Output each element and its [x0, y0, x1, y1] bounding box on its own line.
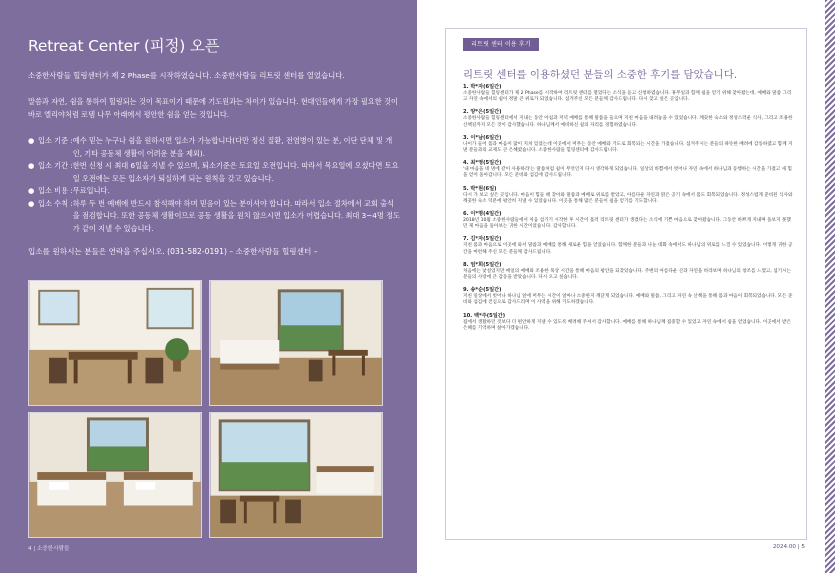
review-item	[463, 135, 795, 154]
rule-value: 하루 두 번 예배에 반드시 참석해야 하며 믿음이 있는 분이셔야 합니다. 따라서 입소 절차에서 교회 출석을 점검합니다. 또한 공동체 생활이므로 공동 생활을 원치 않으시면 입소가 어렵습니다. 최대 3~4명 정도가 같이 지낼 수 있습니다.	[72, 198, 400, 233]
bullet-icon: ●	[28, 136, 35, 145]
bullet-icon: ●	[28, 198, 35, 208]
contact-line: 입소를 원하시는 분들은 연락을 주십시오. (031-582-0191) – 소중한사람들 힐링센터 –	[28, 247, 318, 256]
review-item	[463, 236, 795, 255]
twin-beds-photo-icon	[29, 413, 201, 537]
review-body: '내 마음을 네 멍에 같이 사용하라'는 말씀처럼 쉼이 무엇인지 다시 생각하게 되었습니다. 일상의 바쁨에서 벗어나 자연 속에서 하나님과 동행하는 시간을 가졌고 새 힘을 얻어 돌아갑니다. 모든 준비와 섬김에 감사드립니다.	[463, 167, 792, 179]
rule-key: 입소 수칙 :	[38, 198, 73, 208]
section-badge: 리트릿 센터 이용 후기	[463, 38, 539, 51]
review-body: 다시 가 보고 싶은 곳입니다. 마음이 힘들 때 찾아와 말씀과 예배로 위로를 받았고, 아름다운 자연과 맑은 공기 속에서 몸도 회복되었습니다. 정성스럽게 준비된 식사와 깨끗한 숙소 덕분에 평안히 지낼 수 있었습니다. 이곳을 통해 많은 분들이 쉼을 얻기를 기도합니다.	[463, 192, 793, 204]
review-body: 소중한사람들 힐링센터가 제 2 Phase를 시작하여 리트릿 센터를 열었다는 소식을 듣고 신청하였습니다. 휴무일과 함께 쉼을 얻기 위해 찾아왔는데, 예배와 말씀 그리고 자연 속에서의 쉼이 정말 큰 위로가 되었습니다. 섬겨주신 모든 분들께 감사드립니다. 다시 찾고 싶은 곳입니다.	[463, 91, 792, 103]
review-author: 6. 이*명(4일간)	[463, 211, 502, 218]
photo-lounge	[28, 280, 202, 406]
review-item	[463, 186, 795, 205]
review-author: 5. 박*원(6일)	[463, 185, 497, 192]
reviews-title: 리트릿 센터를 이용하셨던 분들의 소중한 후기를 담았습니다.	[463, 69, 738, 81]
rule-period	[28, 160, 400, 185]
review-item	[463, 262, 795, 281]
review-author: 4. 최*영(5일간)	[463, 160, 502, 167]
review-item	[463, 211, 795, 230]
lead-text: 소중한사람들 힐링센터가 제 2 Phase를 시작하였습니다. 소중한사람들 리트릿 센터를 열었습니다.	[28, 71, 345, 80]
review-body: 2018년 10월 소중한사람들에서 처음 섬기기 시작한 후 시간이 흘러 리트릿 센터가 생겼다는 소식에 기쁜 마음으로 찾아왔습니다. 그동안 바쁘게 지내며 돌보지 못했던 제 마음을 돌아보는 귀한 시간이었습니다. 감사합니다.	[463, 218, 791, 230]
rule-key: 입소 기준 :	[38, 136, 73, 145]
bullet-icon: ●	[28, 186, 35, 195]
photo-grid	[28, 280, 383, 538]
decorative-stripe	[825, 0, 835, 573]
review-body: 나이가 들어 몸과 마음이 많이 지쳐 있었는데 이곳에서 머무는 동안 예배와 기도로 회복되는 시간을 가졌습니다. 섬겨주시는 분들의 따뜻한 배려에 감동하였고 함께 지낸 분들과의 교제도 큰 은혜였습니다. 소중한사람들 힐링센터에 감사드립니다.	[463, 141, 793, 154]
review-author: 10. 백*주(5일간)	[463, 312, 506, 319]
review-body: 지친 일상에서 벗어나 하나님 앞에 머무는 시간이 얼마나 소중한지 깨닫게 되었습니다. 예배와 말씀, 그리고 자연 속 산책을 통해 몸과 마음이 회복되었습니다. 모든 준비와 섬김에 진심으로 감사드리며 이 사역을 위해 기도하겠습니다.	[463, 294, 793, 306]
photo-bedroom-balcony	[209, 412, 383, 538]
review-item	[463, 287, 795, 306]
review-item	[463, 160, 795, 179]
rule-cost	[28, 185, 400, 198]
review-author: 9. 송*순(5일간)	[463, 287, 502, 294]
page-footer-left: 4 | 소중한사람들	[28, 546, 70, 552]
bullet-icon: ●	[28, 161, 35, 170]
review-author: 3. 이*남(6일간)	[463, 134, 502, 141]
rule-key: 입소 비용 :	[38, 186, 73, 195]
review-body: 집에서 생활하던 것보다 더 편안하게 지낼 수 있도록 배려해 주셔서 감사합니다. 예배를 통해 하나님께 집중할 수 있었고 자연 속에서 쉼을 얻었습니다. 이곳에서 받은 은혜를 기억하며 살아가겠습니다.	[463, 319, 791, 331]
review-item	[463, 84, 795, 103]
rule-key: 입소 기간 :	[38, 161, 73, 170]
review-item	[463, 313, 795, 332]
review-body: 지친 몸과 마음으로 이곳에 와서 말씀과 예배를 통해 새로운 힘을 얻었습니다. 함께한 분들과 나눈 대화 속에서도 하나님의 위로를 느낄 수 있었습니다. 이렇게 귀한 공간을 마련해 주신 모든 분들께 감사드립니다.	[463, 243, 793, 255]
rule-value: 예수 믿는 누구나 쉼을 원하시면 입소가 가능합니다(다만 정신 질환, 전염병이 있는 분, 이단 단체 및 개인, 기타 공동체 생활이 어려운 분을 제외).	[72, 136, 393, 158]
lounge-photo-icon	[29, 281, 201, 405]
rule-conduct	[28, 198, 400, 236]
photo-bedroom-window	[209, 280, 383, 406]
left-page	[0, 0, 417, 573]
review-list	[463, 84, 795, 338]
balcony-photo-icon	[210, 413, 382, 537]
admission-rules	[28, 135, 400, 235]
review-author: 8. 엄*희(5일간)	[463, 261, 502, 268]
rule-value: 한번 신청 시 최대 6일을 지낼 수 있으며, 퇴소기준은 토요일 오전입니다. 따라서 목요일에 오셨다면 토요일 오전에는 모든 입소자가 퇴실하게 되는 원칙을 갖고 있습니다.	[72, 161, 399, 183]
review-item	[463, 109, 795, 128]
photo-twin-beds	[28, 412, 202, 538]
review-body: 소중한사람들 힐링센터에서 지내는 동안 아침과 저녁 예배를 통해 말씀을 들으며 지친 마음을 내려놓을 수 있었습니다. 깨끗한 숙소와 정성스러운 식사, 그리고 조용한 산책길까지 모든 것이 감사했습니다. 하나님께서 예비하신 쉼의 자리를 경험하였습니다.	[463, 116, 793, 128]
intro-paragraph: 말씀과 자연, 쉼을 통하여 힐링되는 것이 목표이기 때문에 기도원과는 차이가 있습니다. 현대인들에게 가장 필요한 것이 바로 엘리야처럼 로뎀 나무 아래에서 평안한 쉼을 얻는 것입니다.	[28, 97, 398, 119]
review-author: 7. 김*자(5일간)	[463, 236, 502, 243]
page-footer-right: 2024.00 | 5	[772, 544, 805, 550]
review-author: 1. 박*자(6일간)	[463, 84, 502, 90]
rule-criteria	[28, 135, 400, 160]
bedroom-photo-icon	[210, 281, 382, 405]
review-body: 처음에는 낯설었지만 매일의 예배와 조용한 묵상 시간을 통해 마음의 평안을 되찾았습니다. 주변의 아름다운 산과 자연을 바라보며 하나님의 창조를 느꼈고, 섬기시는 분들의 사랑에 큰 감동을 받았습니다. 다시 오고 싶습니다.	[463, 268, 791, 281]
review-author: 2. 양*은(5일간)	[463, 109, 502, 116]
page-title: Retreat Center (피정) 오픈	[28, 37, 220, 55]
rule-value: 무료입니다.	[72, 186, 110, 195]
